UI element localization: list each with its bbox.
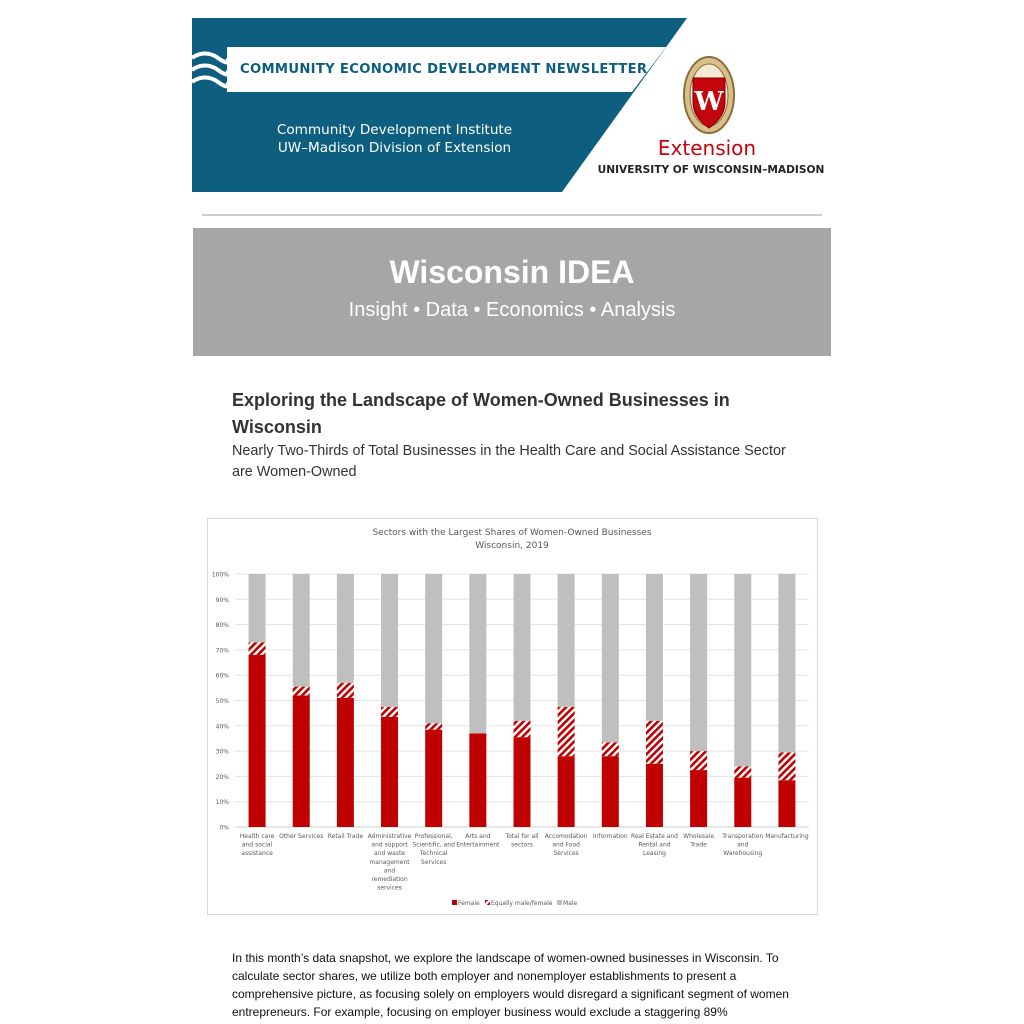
extension-wordmark: Extension — [657, 136, 757, 160]
x-category-label-line: Total for all — [505, 833, 539, 840]
uw-crest-icon — [682, 54, 736, 136]
x-category-label-line: Services — [553, 850, 579, 858]
x-category-label — [279, 833, 323, 840]
chart-container — [207, 518, 818, 915]
bar-equally-male-female — [690, 751, 707, 770]
y-tick-label: 80% — [215, 622, 229, 630]
bar-equally-male-female — [602, 742, 619, 756]
bar-female — [249, 655, 266, 827]
bar-female — [602, 756, 619, 827]
legend-swatch — [452, 900, 457, 905]
bar-female — [558, 756, 575, 827]
x-category-label-line: Entertainment — [456, 841, 500, 849]
article-title: Exploring the Landscape of Women-Owned Businesses in Wisconsin — [232, 390, 730, 437]
bar-male — [646, 574, 663, 721]
x-category-label-line: and support — [371, 841, 408, 849]
x-category-label — [593, 833, 628, 840]
x-category-label — [765, 833, 809, 840]
x-category-label-line: Rental and — [638, 841, 671, 849]
bar-equally-male-female — [381, 707, 398, 717]
x-category-label — [504, 833, 538, 849]
bar-equally-male-female — [778, 752, 795, 780]
bar-equally-male-female — [646, 721, 663, 764]
x-category-label-line: and — [383, 867, 396, 875]
bar-female — [425, 730, 442, 827]
x-category-label-line: and social — [241, 841, 273, 849]
bar-male — [514, 574, 531, 721]
x-category-label-line: services — [377, 884, 402, 892]
bar-male — [734, 574, 751, 766]
x-category-label-line: Other Services — [279, 833, 324, 840]
x-category-label — [721, 833, 763, 857]
x-category-label-line: Arts and — [465, 833, 491, 840]
bar-male — [469, 574, 486, 733]
x-category-label-line: Real Estate and — [630, 833, 678, 840]
legend-label: Male — [563, 900, 578, 907]
y-tick-label: 30% — [215, 748, 229, 756]
idea-title: Wisconsin IDEA — [389, 254, 635, 290]
bar-male — [337, 574, 354, 683]
x-category-label-line: Transporation — [722, 833, 764, 840]
bar-female — [690, 770, 707, 827]
y-tick-label: 40% — [215, 723, 229, 731]
y-tick-label: 50% — [215, 698, 229, 705]
newsletter-header — [192, 18, 832, 192]
x-category-label-line: Trade — [690, 841, 707, 849]
bar-female — [337, 698, 354, 827]
bar-female — [293, 695, 310, 827]
x-category-label-line: and — [737, 841, 749, 849]
university-name: UNIVERSITY OF WISCONSIN–MADISON — [597, 164, 825, 176]
institute-line-2: UW–Madison Division of Extension — [277, 140, 512, 156]
x-category-label-line: and Food — [552, 841, 580, 849]
legend-label: Equally male/female — [491, 900, 553, 907]
chart-subtitle: Wisconsin, 2019 — [475, 541, 549, 551]
bar-male — [690, 574, 707, 751]
x-category-label-line: Information — [592, 833, 628, 840]
bar-male — [293, 574, 310, 687]
y-tick-label: 10% — [215, 799, 229, 807]
bar-female — [381, 717, 398, 827]
x-category-label — [240, 833, 275, 857]
y-tick-label: 90% — [215, 596, 229, 604]
bar-male — [602, 574, 619, 742]
article-subtitle: Nearly Two-Thirds of Total Businesses in the Health Care and Social Assistance Sector are Women-Owned — [232, 443, 786, 480]
x-category-label-line: Accomodation — [544, 833, 588, 840]
x-category-label-line: Warehousing — [723, 850, 763, 858]
bar-male — [381, 574, 398, 707]
legend-swatch — [557, 900, 562, 905]
institute-name — [262, 121, 527, 157]
x-category-label-line: Manufacturing — [765, 833, 809, 840]
x-category-label-line: Retail Trade — [327, 833, 364, 840]
y-tick-label: 70% — [215, 647, 229, 655]
bar-equally-male-female — [734, 766, 751, 777]
bar-male — [249, 574, 266, 642]
bar-female — [778, 780, 795, 827]
bar-equally-male-female — [337, 683, 354, 698]
x-category-label-line: sectors — [511, 841, 533, 849]
x-category-label-line: Scientific, and — [412, 841, 455, 849]
x-category-label — [545, 833, 588, 857]
y-tick-label: 60% — [215, 672, 229, 680]
bar-female — [514, 737, 531, 827]
y-tick-label: 100% — [211, 571, 229, 579]
header-divider — [202, 214, 822, 216]
x-category-label — [631, 833, 678, 857]
x-category-label-line: Services — [421, 858, 447, 866]
wisconsin-idea-banner — [193, 228, 831, 356]
newsletter-title: COMMUNITY ECONOMIC DEVELOPMENT NEWSLETTER — [240, 62, 648, 77]
bar-male — [558, 574, 575, 707]
x-category-label-line: Administrative — [367, 833, 412, 840]
y-tick-label: 0% — [219, 824, 229, 832]
x-category-label — [328, 833, 364, 840]
x-category-label-line: Technical — [419, 850, 448, 858]
bar-equally-male-female — [558, 707, 575, 756]
bar-male — [778, 574, 795, 752]
x-category-label — [456, 833, 500, 849]
crest-letter: W — [694, 87, 724, 117]
bar-equally-male-female — [514, 721, 531, 737]
x-category-label-line: remediation — [371, 876, 408, 883]
bar-female — [734, 778, 751, 827]
x-category-label-line: Wholesale — [683, 833, 715, 840]
bar-equally-male-female — [249, 642, 266, 655]
x-category-label — [368, 833, 412, 892]
stacked-bar-chart — [208, 519, 817, 914]
institute-line-1: Community Development Institute — [276, 122, 513, 138]
x-category-label-line: Professional, — [414, 833, 453, 840]
article-body: In this month’s data snapshot, we explore the landscape of women-owned businesses in Wisconsin. To calculate sector shares, we utilize both employer and nonemployer establishments to present a comprehensive picture, as focusing solely on employers would disregard a significant segment of women entrepreneurs. For example, focusing on employer business would exclude a staggering 89% — [232, 951, 789, 1019]
bar-equally-male-female — [293, 687, 310, 696]
x-category-label-line: assistance — [241, 850, 273, 858]
legend-label: Female — [458, 900, 480, 907]
idea-subtitle: Insight • Data • Economics • Analysis — [348, 299, 676, 321]
x-category-label — [412, 833, 455, 866]
bar-male — [425, 574, 442, 723]
bar-female — [469, 733, 486, 827]
legend-swatch — [485, 900, 490, 905]
chart-title: Sectors with the Largest Shares of Women-Owned Businesses — [372, 528, 652, 538]
x-category-label-line: and waste — [374, 850, 406, 858]
y-tick-label: 20% — [215, 773, 229, 781]
x-category-label-line: Leasing — [642, 850, 666, 858]
bar-female — [646, 764, 663, 827]
x-category-label — [683, 833, 714, 849]
x-category-label-line: Health care — [239, 833, 275, 840]
x-category-label-line: management — [369, 858, 410, 866]
bar-equally-male-female — [425, 723, 442, 729]
